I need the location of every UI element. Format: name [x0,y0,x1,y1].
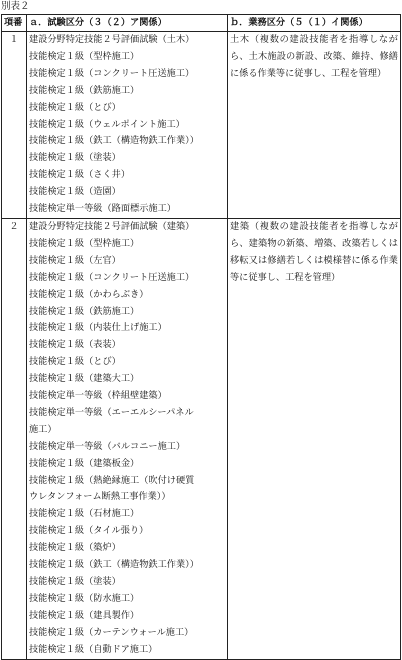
header-num: 項番 [2,15,27,32]
exam-item: 技能検定１級（塗装） [29,576,121,587]
exam-item: 技能検定１級（鉄工（構造物鉄工作業）） [29,559,199,571]
header-row [2,15,401,32]
table-caption: 別表２ [1,1,30,12]
exam-item: 技能検定１級（ウェルポイント施工） [29,118,185,130]
exam-item: 技能検定単一等級（エーエルシーパネル [29,406,194,418]
exam-item: 建設分野特定技能２号評価試験（土木） [29,34,195,45]
row-number: １ [2,32,27,219]
exam-item: 技能検定単一等級（バルコニー施工） [29,440,186,452]
exam-item: 技能検定１級（石材施工） [29,508,140,520]
exam-item: 技能検定１級（塗装） [29,152,121,164]
table-row [2,218,401,659]
exam-item: 技能検定１級（とび） [29,356,121,368]
exam-item: 技能検定単一等級（路面標示施工） [29,203,176,215]
exam-item: 技能検定１級（鉄工（構造物鉄工作業）） [29,135,199,147]
exam-item: 技能検定１級（建築板金） [29,457,140,469]
exam-item: 技能検定１級（型枠施工） [29,237,140,249]
exam-item: ウレタンフォーム断熱工事作業）） [29,491,171,503]
exam-item: 技能検定１級（防水施工） [29,592,140,604]
exam-item: 技能検定１級（型枠施工） [29,50,140,62]
exam-item: 技能検定１級（自動ドア施工） [29,643,158,655]
exam-item: 技能検定単一等級（枠組壁建築） [29,390,167,402]
duty-description: 土木（複数の建設技能者を指導しながら、土木施設の新設、改築、維持、修繕に係る作業等に従事し、工程を管理） [230,34,398,79]
duty-description: 建築（複数の建設技能者を指導しながら、建築物の新築、増築、改築若しくは移転又は修繕若しくは模様替に係る作業等に従事し、工程を管理） [230,220,398,283]
exam-item: 技能検定１級（内装仕上げ施工） [29,322,167,334]
exam-item: 技能検定１級（左官） [29,254,121,266]
exam-item: 技能検定１級（さく井） [29,169,131,181]
exam-item: 技能検定１級（鉄筋施工） [29,305,140,317]
duty-cell [228,218,401,659]
table-row [2,32,401,219]
exam-item: 技能検定１級（建築大工） [29,373,140,385]
duty-cell [228,32,401,219]
exam-item: 技能検定１級（建具製作） [29,609,140,621]
exam-item: 技能検定１級（表装） [29,339,121,351]
exam-item: 技能検定１級（かわらぶき） [29,288,149,300]
header-exam-category: ａ．試験区分（３（２）ア関係） [27,15,228,32]
exam-item: 技能検定１級（カーテンウォール施工） [29,626,194,638]
exam-item: 施工） [29,423,57,435]
exam-item: 技能検定１級（とび） [29,101,121,113]
exam-item: 技能検定１級（鉄筋施工） [29,84,140,96]
header-duty-category: ｂ．業務区分（５（１）イ関係） [228,15,401,32]
exam-item: 技能検定１級（熱絶縁施工（吹付け硬質 [29,474,195,486]
exam-item: 技能検定１級（造園） [29,186,121,198]
table-body [2,32,401,660]
exam-item: 技能検定１級（コンクリート圧送施工） [29,271,195,283]
exam-list-cell [27,32,228,219]
exam-item: 技能検定１級（築炉） [29,542,121,554]
qualification-table [1,14,401,660]
exam-item: 技能検定１級（タイル張り） [29,525,149,537]
row-number: ２ [2,218,27,659]
exam-list-cell [27,218,228,659]
exam-item: 技能検定１級（コンクリート圧送施工） [29,67,195,79]
exam-item: 建設分野特定技能２号評価試験（建築） [29,220,195,232]
